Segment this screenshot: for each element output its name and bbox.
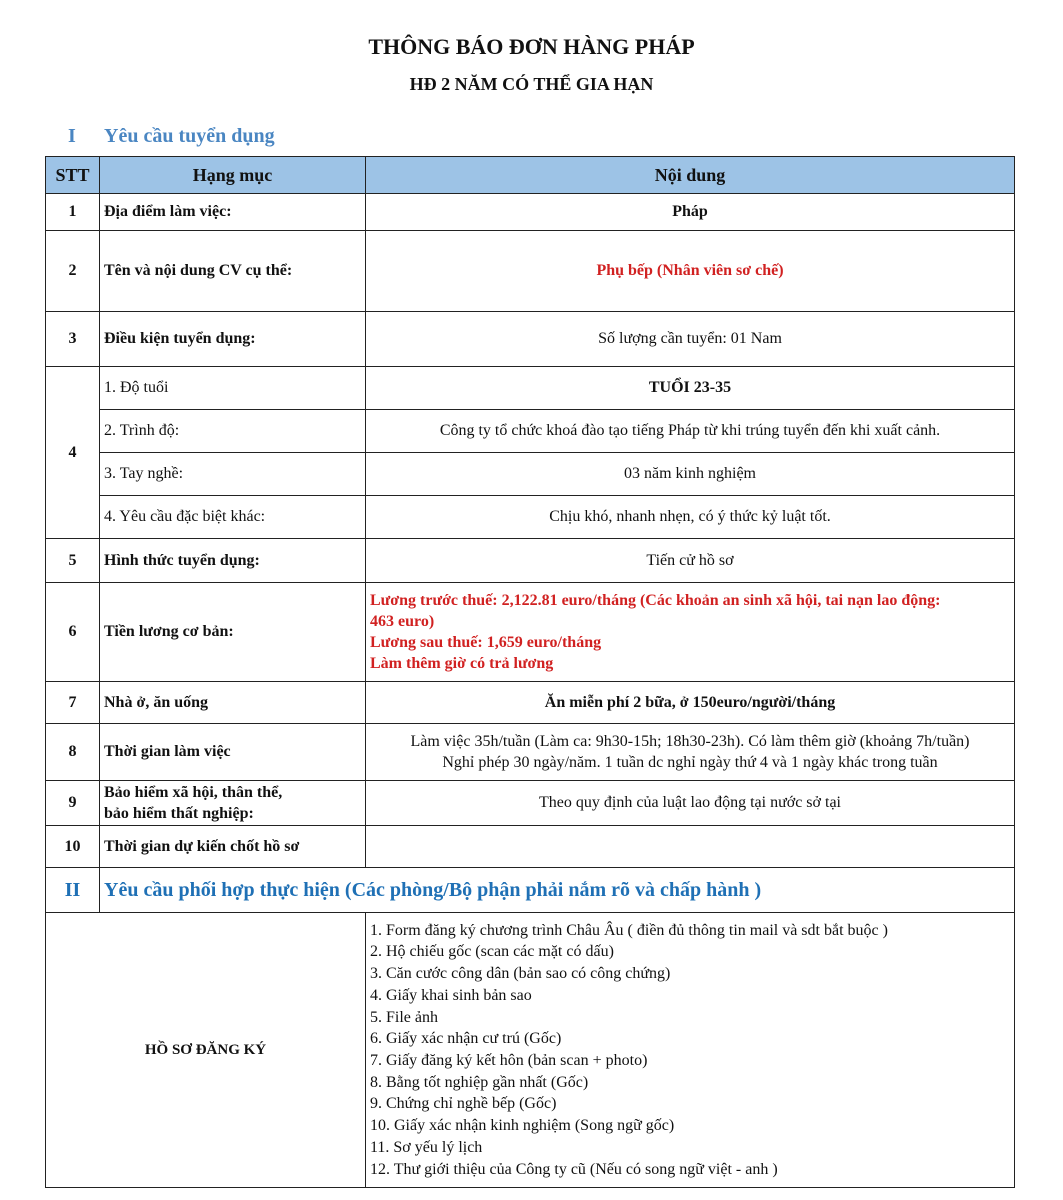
section-1-title: Yêu cầu tuyển dụng [104,125,275,147]
row-9-value: Theo quy định của luật lao động tại nước sở tại [366,781,1015,826]
row-6-stt: 6 [46,583,100,682]
table-row [46,539,1015,583]
page-title: THÔNG BÁO ĐƠN HÀNG PHÁP [368,34,695,59]
salary-line-2: 463 euro) [370,613,435,630]
table-row [46,781,1015,826]
header-content: Nội dung [366,157,1015,194]
row-4-sub-4-value: Chịu khó, nhanh nhẹn, có ý thức kỷ luật tốt. [366,496,1015,539]
section-2-number: II [46,868,100,913]
header-stt: STT [46,157,100,194]
row-4-sub-2-value: Công ty tổ chức khoá đào tạo tiếng Pháp từ khi trúng tuyển đến khi xuất cảnh. [366,410,1015,453]
documents-list [366,913,1015,1188]
table-row [46,724,1015,781]
requirements-table [45,156,1015,1188]
table-header-row [46,157,1015,194]
row-3-category: Điều kiện tuyển dụng: [100,312,366,367]
row-4-sub-1-category: 1. Độ tuổi [100,367,366,410]
row-2-category: Tên và nội dung CV cụ thể: [100,231,366,312]
section-2-row [46,868,1015,913]
list-item: 8. Bằng tốt nghiệp gần nhất (Gốc) [370,1073,589,1091]
table-row [46,583,1015,682]
table-row [46,826,1015,868]
row-4-sub-3-value: 03 năm kinh nghiệm [366,453,1015,496]
section-2-title: Yêu cầu phối hợp thực hiện (Các phòng/Bộ phận phải nắm rõ và chấp hành ) [100,868,1015,913]
documents-row [46,913,1015,1188]
row-6-category: Tiền lương cơ bản: [100,583,366,682]
table-row [46,682,1015,724]
row-3-value: Số lượng cần tuyển: 01 Nam [366,312,1015,367]
row-2-stt: 2 [46,231,100,312]
list-item: 9. Chứng chỉ nghề bếp (Gốc) [370,1095,557,1113]
row-3-stt: 3 [46,312,100,367]
section-1-number: I [68,125,76,147]
salary-line-4: Làm thêm giờ có trả lương [370,655,554,672]
row-4-sub-4-category: 4. Yêu cầu đặc biệt khác: [100,496,366,539]
list-item: 5. File ảnh [370,1008,438,1026]
row-10-category: Thời gian dự kiến chốt hồ sơ [100,826,366,868]
list-item: 3. Căn cước công dân (bản sao có công chứng) [370,965,671,983]
table-row [46,453,1015,496]
salary-line-1: Lương trước thuế: 2,122.81 euro/tháng (Các khoản an sinh xã hội, tai nạn lao động: [370,592,941,609]
table-row [46,312,1015,367]
row-4-sub-2-category: 2. Trình độ: [100,410,366,453]
work-time-line-2: Nghỉ phép 30 ngày/năm. 1 tuần dc nghỉ ngày thứ 4 và 1 ngày khác trong tuần [442,754,938,771]
row-4-sub-1-value: TUỔI 23-35 [366,367,1015,410]
list-item: 2. Hộ chiếu gốc (scan các mặt có dấu) [370,943,614,961]
insurance-line-1: Bảo hiểm xã hội, thân thể, [104,784,283,801]
table-row [46,231,1015,312]
list-item: 4. Giấy khai sinh bản sao [370,986,532,1004]
list-item: 10. Giấy xác nhận kinh nghiệm (Song ngữ gốc) [370,1117,675,1135]
row-8-stt: 8 [46,724,100,781]
row-8-value [366,724,1015,781]
row-1-category: Địa điểm làm việc: [100,194,366,231]
row-7-value: Ăn miễn phí 2 bữa, ở 150euro/người/tháng [366,682,1015,724]
salary-line-3: Lương sau thuế: 1,659 euro/tháng [370,634,602,651]
table-row [46,410,1015,453]
row-8-category: Thời gian làm việc [100,724,366,781]
page-subtitle: HĐ 2 NĂM CÓ THỂ GIA HẠN [409,74,654,94]
table-row [46,367,1015,410]
row-1-value: Pháp [366,194,1015,231]
row-5-value: Tiến cử hồ sơ [366,539,1015,583]
list-item: 1. Form đăng ký chương trình Châu Âu ( điền đủ thông tin mail và sdt bắt buộc ) [370,921,888,939]
list-item: 11. Sơ yếu lý lịch [370,1138,483,1156]
row-9-stt: 9 [46,781,100,826]
row-4-stt: 4 [46,367,100,539]
row-1-stt: 1 [46,194,100,231]
insurance-line-2: bảo hiểm thất nghiệp: [104,805,254,822]
section-1-heading [68,125,275,148]
list-item: 7. Giấy đăng ký kết hôn (bản scan + photo) [370,1052,648,1069]
row-4-sub-3-category: 3. Tay nghề: [100,453,366,496]
row-10-value [366,826,1015,868]
row-5-category: Hình thức tuyển dụng: [100,539,366,583]
documents-label: HỒ SƠ ĐĂNG KÝ [46,913,366,1188]
list-item: 12. Thư giới thiệu của Công ty cũ (Nếu có song ngữ việt - anh ) [370,1160,778,1178]
row-7-category: Nhà ở, ăn uống [100,682,366,724]
row-10-stt: 10 [46,826,100,868]
row-2-value: Phụ bếp (Nhân viên sơ chế) [366,231,1015,312]
row-7-stt: 7 [46,682,100,724]
row-6-value [366,583,1015,682]
header-category: Hạng mục [100,157,366,194]
table-row [46,194,1015,231]
list-item: 6. Giấy xác nhận cư trú (Gốc) [370,1030,562,1048]
row-9-category [100,781,366,826]
work-time-line-1: Làm việc 35h/tuần (Làm ca: 9h30-15h; 18h30-23h). Có làm thêm giờ (khoảng 7h/tuần) [410,733,970,750]
table-row [46,496,1015,539]
row-5-stt: 5 [46,539,100,583]
